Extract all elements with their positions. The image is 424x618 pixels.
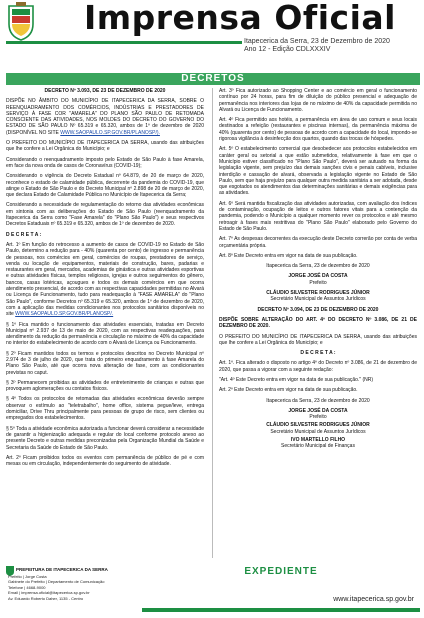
- considerando-1: Considerando o reenquadramento imposto pelo Estado de São Paulo à fase Amarela, em face da nova onda de casos de Coronavírus (COVID-19);: [6, 156, 204, 169]
- article-8: Art. 8º Este Decreto entra em vigor na data de sua publicação.: [219, 252, 358, 259]
- website-link[interactable]: www.itapecerica.sp.gov.br: [333, 596, 414, 603]
- article-4: Art. 4º Fica permitido aos hotéis, a permanência em área de uso comum e seus locais destinados a refeição (restaurantes e piscinas internas), da permanência máxima de 40% (quarenta por cento) de pessoas de acordo com a capacidade do local, impondo-se rigorosa vigilância à desinfecção dos quartos, quando das trocas de hóspedes.: [219, 117, 417, 143]
- article-3: Art. 3º Fica autorizado ao Shopping Center e ao comércio em geral o funcionamento contínuo por 24 horas, para fim de diluição do público presencial e adequação de permanência nos interiores das lojas de no máximo de 40% da capacidade permitida no Alvará ou Licença de Funcionamento.: [219, 88, 417, 113]
- expediente-info: [6, 566, 136, 616]
- footer-org: PREFEITURA DE ITAPECERICA DA SERRA: [16, 567, 108, 572]
- decreta-heading: D E C R E T A :: [6, 231, 42, 238]
- plano-sp-link-2[interactable]: WWW.SAOPAULO.SP.GOV.BR/PLANOSP/.: [15, 311, 114, 318]
- footer: [6, 566, 420, 616]
- section-bar: [6, 73, 420, 85]
- decree-3094-date: Itapecerica da Serra, 23 de dezembro de 2020: [266, 397, 370, 404]
- footer-mayor: Prefeito | Jorge Costa: [8, 574, 47, 579]
- decree-3094-quote: "Art. 4º Este Decreto entra em vigor na data de sua publicação." (NR): [219, 376, 374, 383]
- paragraph-3: § 3º Permanecem proibidas as atividades de entretenimento de crianças e outras que provoquem aglomerações ou contatos físicos.: [6, 379, 204, 393]
- paragraph-4: § 4º Todos os protocolos de retomadas das atividades econômicas deverão sempre observar o estímulo ao "teletrabalho", home office, sistema pegue/leve, entrega domiciliar, Drive Thru principalmente para pessoas de grupo de risco, sem clientes ou empregados dos estabelecimentos.: [6, 396, 204, 422]
- publication-title: Imprensa Oficial: [83, 0, 396, 37]
- decreta-heading-2: D E C R E T A :: [300, 350, 336, 357]
- article-2: Art. 2º Ficam proibidos todos os eventos com permanência de público de pé e com mesas ou em circulação, independentemente do seguimento de atividade.: [6, 454, 204, 468]
- expediente-title: EXPEDIENTE: [244, 566, 318, 577]
- edition-number: Ano 12 - Edição CDLXXXIV: [244, 46, 331, 53]
- decree-3094-summary: DISPÕE SOBRE ALTERAÇÃO DO ART. 4º DO DECRETO Nº 3.086, DE 21 DE DEZEMBRO DE 2020.: [219, 316, 417, 330]
- decree-3094-preamble: O PREFEITO DO MUNICÍPIO DE ITAPECERICA DA SERRA, usando das atribuições que lhe confere a Lei Orgânica do Município; e: [219, 333, 417, 346]
- paragraph-2: § 2º Ficam mantidos todos os termos e protocolos descritos no Decreto Municipal nº 2.974 de 3 de julho de 2020, que trata do primeiro enquadramento à fase Amarela do Plano São Paulo, até que ocorra nova alteração de fase, com as condicionantes previstas no caput.: [6, 350, 204, 376]
- header-rule: [6, 41, 242, 44]
- decree-3093-title: DECRETO Nº 3.093, DE 23 DE DEZEMBRO DE 2020: [44, 88, 166, 94]
- footer-address: Av. Eduardo Roberto Daher, 1135 - Centro: [8, 595, 84, 601]
- masthead: [0, 0, 424, 56]
- footer-dept: Gabinete do Prefeito | Departamento de Comunicação: [8, 579, 105, 585]
- decree-3094-article-1: Art. 1º. Fica alterado o disposto no artigo 4º do Decreto nº 3.086, de 21 de dezembro de 2020, que passa a vigorar com a seguinte redação:: [219, 360, 417, 373]
- decree-3093-date: Itapecerica da Serra, 23 de dezembro de 2020: [266, 263, 370, 270]
- decree-3094-title: DECRETO Nº 3.094, DE 23 DE DEZEMBRO DE 2020: [257, 306, 379, 313]
- expediente-banner: [142, 566, 420, 616]
- right-column: [219, 88, 417, 454]
- edition-date: Itapecerica da Serra, 23 de Dezembro de 2020: [244, 38, 390, 45]
- sig-mayor-2-role: Prefeito: [309, 414, 327, 421]
- decree-3093-preamble: O PREFEITO DO MUNICÍPIO DE ITAPECERICA DA SERRA, usando das atribuições que lhe confere a Lei Orgânica do Município; e: [6, 140, 204, 153]
- paragraph-1: § 1º Fica mantido o funcionamento das atividades essenciais, tratadas em Decreto Municipal nº 2.937 de 13 de maio de 2020, com as respectivas readequações, para atendimento da redução da permanência e circulação no máximo de 40% da capacidade no interior do estabelecimento de acordo com o Alvará de Licença ou Funcionamento.: [6, 321, 204, 347]
- sig-mayor-2: JORGE JOSÉ DA COSTA: [288, 407, 348, 414]
- footer-email[interactable]: Email | imprensa.oficial@itapecerica.sp.gov.br: [8, 590, 90, 596]
- city-crest-icon: [6, 2, 36, 42]
- signature-mayor-role: Prefeito: [309, 279, 327, 286]
- considerando-2: Considerando o vigência do Decreto Estadual nº 64.879, de 20 de março de 2020, reconhece o estado de calamidade pública, decorrente da pandemia do COVID-19, que atinge o Estado de São Paulo e do Decreto Municipal nº 2.898 de 20 de março de 2020, que declara Estado de Calamidade Pública no Município de Itapecerica da Serra;: [6, 173, 204, 199]
- section-title: DECRETOS: [181, 73, 245, 84]
- left-column: [6, 88, 204, 471]
- edition-info: [244, 38, 422, 54]
- footer-bar: [142, 608, 420, 612]
- article-5: Art. 5º O estabelecimento comercial que desobedecer aos protocolos estabelecidos em caráter geral ou setorial a que estão submetidos, relativamente à fase em que o Município estiver classificado no "Plano São Paulo", deverá ser autuado na forma da legislação vigente, sem prejuízo das demais sanções civis e penais cabíveis, inclusive interdição e cassação de alvará, observada a legislação vigente no Estado de São Paulo, sem que haja prejuízo para qualquer outra medida sanitária a ser adotada, desde que esgotados os atendimentos das determinações sanitárias e demais exigências para as atividades.: [219, 146, 417, 197]
- sig-finance: IVO MARTELLO FILHO: [290, 437, 346, 444]
- sig-legal-2-role: Secretário Municipal de Assuntos Jurídicos: [270, 428, 366, 435]
- article-1: Art. 1º Em função do retrocesso a aumento de casos de COVID-19 no Estado de São Paulo, determino a redução para - 40% (quarenta por cento) de ingresso e permanência de pessoas, nos comércios em geral, comércios de roupas, prestadores de serviço, venda ou locação de equipamentos, materiais de construção, bares, padarias e restaurantes em geral, mercados, academias de ginástica e outras atividades esportivas e outras atividades físicas, templos religiosos, igrejas e outros seguimentos do gênero, bancos, casas lotéricas, açougues e todos os demais comércios em que ocorra atendimento presencial, de acordo com as respectivas capacidades permitidas no Alvará ou Licença de Funcionamento, tudo para readequação à "FASE AMARELA" do "Plano São Paulo", conforme Decretos nº 65.319 e 65.320, ambos de 1º de dezembro de 2020, com a aplicação das medidas condicionantes nos protocolos sanitários disponíveis no site WWW.SAOPAULO.SP.GOV.BR/PLANOSP/.: [6, 241, 204, 318]
- plano-sp-link[interactable]: WWW.SAOPAULO.SP.GOV.BR/PLANOSP/).: [60, 129, 160, 136]
- considerando-3: Considerando a necessidade de regulamentação do retorno das atividades econômicas em sintonia com as deliberações do Estado de São Paulo (reenquadramento da Itapecerica da Serra como "Fase Amarela" do "Plano São Paulo") e seus respectivos Decretos Estaduais nº 65.319 e 65.320, ambos de 1º de dezembro de 2020.: [6, 202, 204, 228]
- article-6: Art. 6º Será mantida fiscalização das atividades autorizadas, com avaliação dos índices de contaminação, ocupação de leitos e outros fatores vitais para a contenção da pandemia, podendo o Município a qualquer momento rever os protocolos e até mesmo retroagir à fases mais restritivas do "Plano São Paulo" elaborado pelo Governo do Estado de São Paulo.: [219, 200, 417, 232]
- paragraph-5: § 5º Toda a atividade econômica autorizada a funcionar deverá considerar a necessidade de garantir a higienização adequada e regular do local conforme protocolo anexo ao presente Decreto e outras medidas preconizadas pela Organização Mundial da Saúde e Secretaria da Saúde do Estado de São Paulo.: [6, 425, 204, 451]
- sig-legal-2: CLÁUDIO SILVESTRE RODRIGUES JÚNIOR: [266, 422, 370, 429]
- signature-legal-role: Secretário Municipal de Assuntos Jurídicos: [270, 296, 366, 303]
- decree-3094-article-2: Art. 2º Este Decreto entra em vigor na data de sua publicação.: [219, 387, 358, 394]
- signature-mayor: JORGE JOSÉ DA COSTA: [288, 273, 348, 280]
- sig-finance-role: Secretário Municipal de Finanças: [281, 443, 355, 450]
- signature-legal: CLÁUDIO SILVESTRE RODRIGUES JÚNIOR: [266, 290, 370, 297]
- column-divider: [212, 88, 213, 558]
- decree-3093-summary: DISPÕE NO ÂMBITO DO MUNICÍPIO DE ITAPECERICA DA SERRA, SOBRE O REENQUADRAMENTO DOS COMÉRCIOS, INDÚSTRIAS E PRESTADORES DE SERVIÇO À FASE COR "AMARELA" DO PLANO SÃO PAULO DE RETOMADA CONSCIENTE DAS ATIVIDADES, NOS MOLDES DO DECRETO DO GOVERNO DO ESTADO DE SÃO PAULO Nº 65.319 e 65.320, ambos de 1º de dezembro de 2020 (DISPONÍVEL NO SITE WWW.SAOPAULO.SP.GOV.BR/PLANOSP/).: [6, 98, 204, 136]
- footer-phone: Telefone | 4668-9000: [8, 584, 46, 590]
- article-7: Art. 7º As despesas decorrentes da execução deste Decreto correrão por conta de verba orçamentária própria.: [219, 236, 417, 249]
